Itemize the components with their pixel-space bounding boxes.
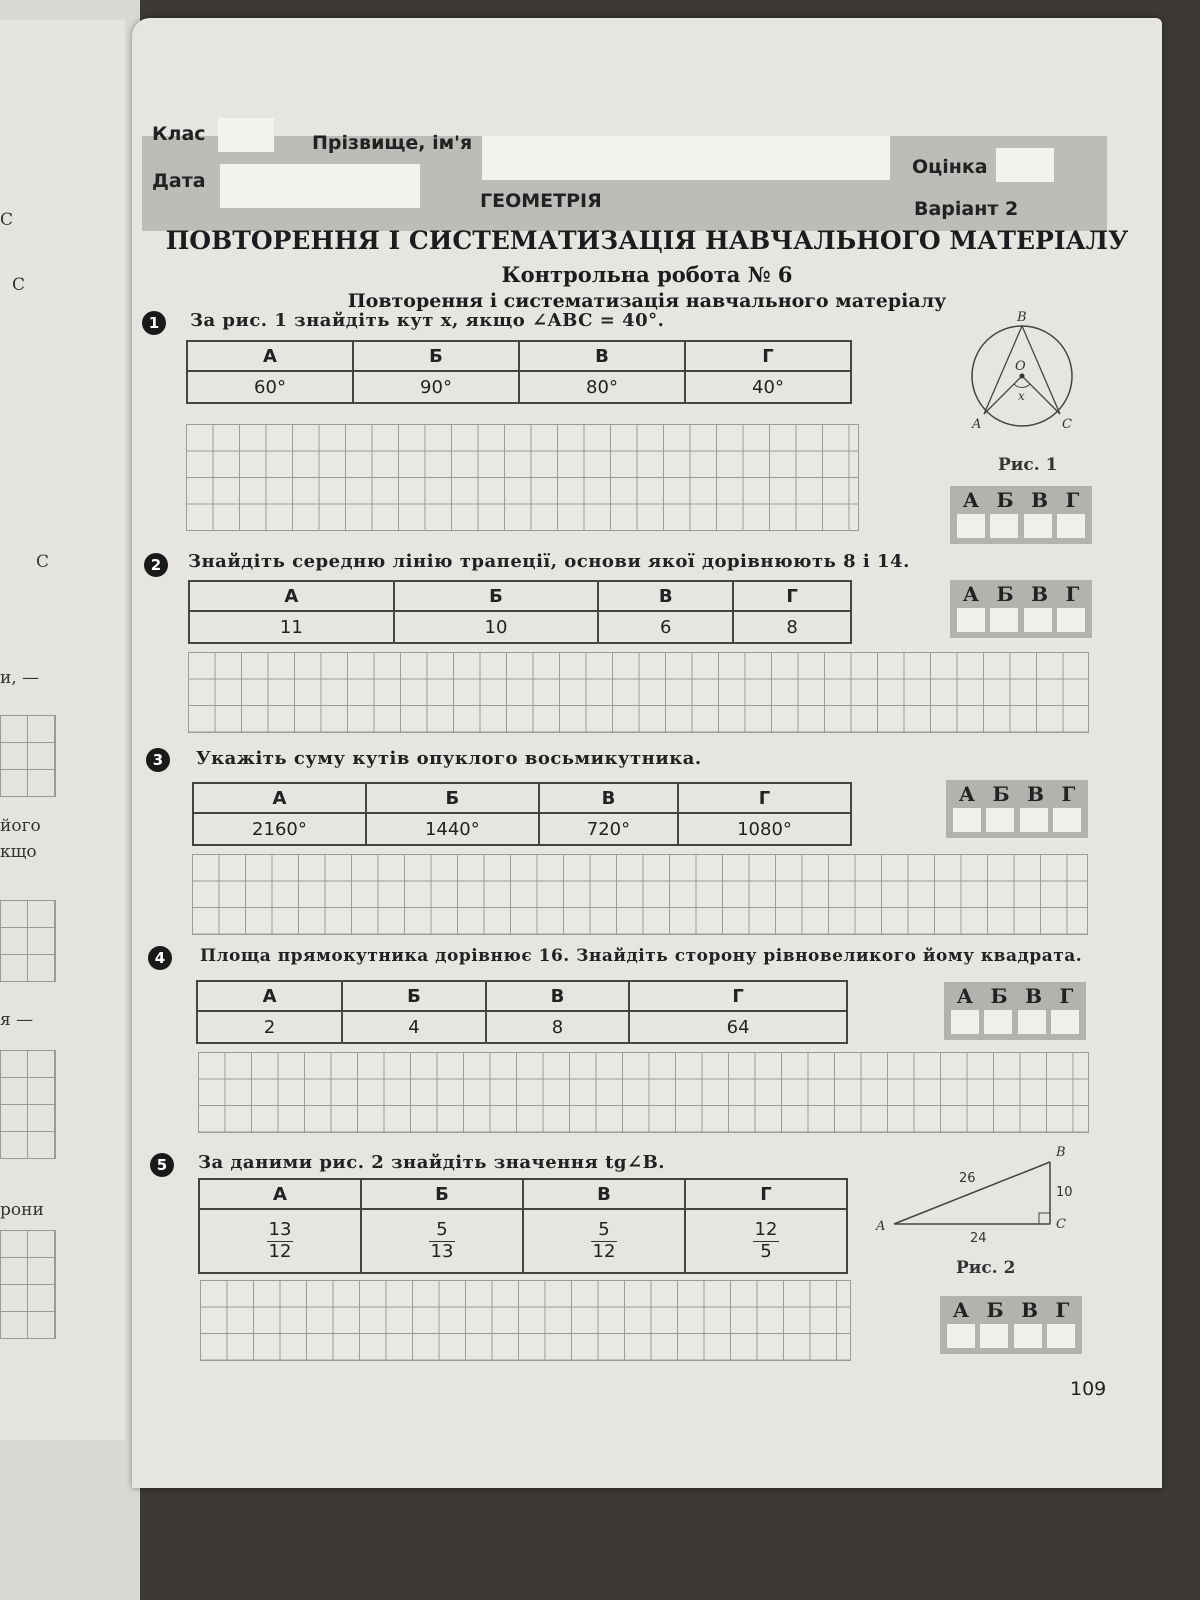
answer-letter: А [962, 582, 980, 606]
answer-cell[interactable] [957, 608, 985, 632]
left-fragment: и, — [0, 668, 40, 688]
options-table [196, 980, 848, 1044]
answer-letter: Г [1065, 582, 1080, 606]
answer-box [950, 486, 1092, 544]
answer-letter: Г [1059, 984, 1074, 1008]
question-number: 2 [144, 553, 168, 577]
option-value: 8 [486, 1011, 630, 1043]
answer-cell[interactable] [984, 1010, 1012, 1034]
name-field[interactable] [482, 136, 890, 180]
answer-cell[interactable] [953, 808, 981, 832]
work-grid[interactable] [192, 854, 1088, 935]
options-table [192, 782, 852, 846]
fraction-numerator: 5 [429, 1220, 456, 1242]
option-letter: Г [685, 341, 851, 371]
option-letter: В [523, 1179, 685, 1209]
work-grid[interactable] [188, 652, 1089, 733]
option-value: 64 [629, 1011, 847, 1043]
answer-box [950, 580, 1092, 638]
left-fragment: його [0, 816, 41, 836]
option-letter: Б [361, 1179, 523, 1209]
option-letter: А [197, 981, 342, 1011]
worksheet-page [132, 18, 1162, 1488]
option-letter: А [187, 341, 353, 371]
option-value: 1080° [678, 813, 851, 845]
answer-cell[interactable] [980, 1324, 1008, 1348]
answer-cell[interactable] [1051, 1010, 1079, 1034]
option-value: 60° [187, 371, 353, 403]
fraction-denominator: 13 [430, 1240, 454, 1262]
option-value [361, 1209, 523, 1273]
question-number: 5 [150, 1153, 174, 1177]
option-letter: А [193, 783, 366, 813]
left-grid [0, 900, 56, 982]
option-value: 2 [197, 1011, 342, 1043]
figure-2-caption: Рис. 2 [956, 1258, 1016, 1278]
grade-label: Оцінка [912, 156, 988, 178]
options-table [188, 580, 852, 644]
question-text: За рис. 1 знайдіть кут x, якщо ∠ABC = 40°. [190, 310, 665, 331]
label-C: C [1062, 417, 1072, 432]
fraction-denominator: 12 [268, 1240, 292, 1262]
label-x: x [1018, 389, 1025, 403]
answer-box [946, 780, 1088, 838]
option-letter: А [189, 581, 394, 611]
fraction-denominator: 5 [760, 1240, 772, 1262]
option-value: 80° [519, 371, 685, 403]
option-value: 2160° [193, 813, 366, 845]
option-value: 11 [189, 611, 394, 643]
answer-cell[interactable] [990, 608, 1018, 632]
fraction-numerator: 13 [268, 1218, 292, 1240]
option-value [685, 1209, 847, 1273]
label-horizontal-leg: 24 [970, 1231, 987, 1246]
answer-letter: В [1031, 488, 1048, 512]
date-field[interactable] [220, 164, 420, 208]
option-letter: Г [685, 1179, 847, 1209]
option-letter: В [539, 783, 678, 813]
question-text: За даними рис. 2 знайдіть значення tg∠B. [198, 1152, 666, 1173]
answer-cell[interactable] [1024, 514, 1052, 538]
left-page [0, 20, 125, 1440]
figure-1-caption: Рис. 1 [998, 455, 1058, 475]
work-grid[interactable] [198, 1052, 1089, 1133]
answer-letter: Б [986, 1298, 1004, 1322]
grade-field[interactable] [996, 148, 1054, 182]
question-text: Площа прямокутника дорівнює 16. Знайдіть сторону рівновеликого йому квадрата. [200, 946, 1083, 966]
option-letter: Б [353, 341, 519, 371]
option-value: 10 [394, 611, 599, 643]
option-letter: Б [366, 783, 539, 813]
option-value: 1440° [366, 813, 539, 845]
option-value [523, 1209, 685, 1273]
option-letter: Г [678, 783, 851, 813]
label-hypotenuse: 26 [959, 1171, 976, 1186]
option-letter: В [486, 981, 630, 1011]
option-value: 6 [598, 611, 733, 643]
answer-cell[interactable] [1014, 1324, 1042, 1348]
left-fragment: я — [0, 1010, 34, 1030]
answer-letter: А [958, 782, 976, 806]
option-letter: В [598, 581, 733, 611]
answer-cell[interactable] [1057, 608, 1085, 632]
option-letter: Б [394, 581, 599, 611]
question-text: Укажіть суму кутів опуклого восьмикутника. [196, 748, 702, 769]
left-grid [0, 1050, 56, 1159]
left-fragment: С [12, 275, 26, 295]
answer-cell[interactable] [947, 1324, 975, 1348]
work-grid[interactable] [186, 424, 859, 531]
class-field[interactable] [218, 118, 274, 152]
question-text: Знайдіть середню лінію трапеції, основи якої дорівнюють 8 і 14. [188, 551, 910, 572]
date-label: Дата [152, 170, 206, 192]
label-O: O [1015, 359, 1026, 374]
answer-letter: Г [1065, 488, 1080, 512]
left-fragment: С [0, 210, 14, 230]
answer-letter: В [1027, 782, 1044, 806]
answer-letter: А [952, 1298, 970, 1322]
label-A: A [972, 417, 982, 432]
test-title: Контрольна робота № 6 [501, 262, 793, 287]
answer-cell[interactable] [990, 514, 1018, 538]
answer-cell[interactable] [1047, 1324, 1075, 1348]
options-table [186, 340, 852, 404]
answer-cell[interactable] [986, 808, 1014, 832]
answer-letter: Г [1055, 1298, 1070, 1322]
answer-cell[interactable] [951, 1010, 979, 1034]
answer-box [944, 982, 1086, 1040]
answer-box [940, 1296, 1082, 1354]
fraction-denominator: 12 [592, 1240, 616, 1262]
figure-1-circle [962, 308, 1092, 448]
answer-letter: В [1021, 1298, 1038, 1322]
left-fragment: С [36, 552, 50, 572]
answer-letter: В [1025, 984, 1042, 1008]
label-B: B [1017, 310, 1027, 325]
option-letter: Г [733, 581, 851, 611]
option-letter: В [519, 341, 685, 371]
left-fragment: рони [0, 1200, 44, 1220]
answer-cell[interactable] [1018, 1010, 1046, 1034]
answer-cell[interactable] [957, 514, 985, 538]
fraction-numerator: 5 [591, 1220, 618, 1242]
option-value: 4 [342, 1011, 486, 1043]
fraction-numerator: 12 [754, 1218, 778, 1240]
left-grid [0, 1230, 56, 1339]
answer-letter: А [962, 488, 980, 512]
answer-letter: Г [1061, 782, 1076, 806]
answer-letter: А [956, 984, 974, 1008]
work-grid[interactable] [200, 1280, 851, 1361]
option-letter: Б [342, 981, 486, 1011]
test-subtitle: Повторення і систематизація навчального матеріалу [347, 290, 947, 312]
figure-2-triangle [862, 1140, 1082, 1250]
option-value: 8 [733, 611, 851, 643]
left-fragment: кщо [0, 842, 37, 862]
answer-letter: В [1031, 582, 1048, 606]
main-title: ПОВТОРЕННЯ І СИСТЕМАТИЗАЦІЯ НАВЧАЛЬНОГО МАТЕРІАЛУ [165, 226, 1129, 255]
answer-cell[interactable] [1020, 808, 1048, 832]
variant-label: Варіант 2 [914, 198, 1019, 220]
answer-letter: Б [996, 488, 1014, 512]
answer-letter: Б [996, 582, 1014, 606]
left-grid [0, 715, 56, 797]
option-value: 90° [353, 371, 519, 403]
answer-cell[interactable] [1024, 608, 1052, 632]
label-C: C [1056, 1217, 1066, 1232]
options-table [198, 1178, 848, 1274]
name-label: Прізвище, ім'я [312, 132, 473, 154]
option-value [199, 1209, 361, 1273]
question-number: 1 [142, 311, 166, 335]
answer-cell[interactable] [1053, 808, 1081, 832]
answer-letter: Б [992, 782, 1010, 806]
answer-cell[interactable] [1057, 514, 1085, 538]
question-number: 4 [148, 946, 172, 970]
answer-letter: Б [990, 984, 1008, 1008]
option-letter: А [199, 1179, 361, 1209]
label-vertical-leg: 10 [1056, 1185, 1073, 1200]
option-value: 40° [685, 371, 851, 403]
question-number: 3 [146, 748, 170, 772]
option-value: 720° [539, 813, 678, 845]
subject-label: ГЕОМЕТРІЯ [480, 190, 602, 212]
option-letter: Г [629, 981, 847, 1011]
page-number: 109 [1070, 1378, 1107, 1400]
class-label: Клас [152, 123, 206, 145]
label-B: B [1056, 1145, 1066, 1160]
label-A: A [876, 1219, 886, 1234]
